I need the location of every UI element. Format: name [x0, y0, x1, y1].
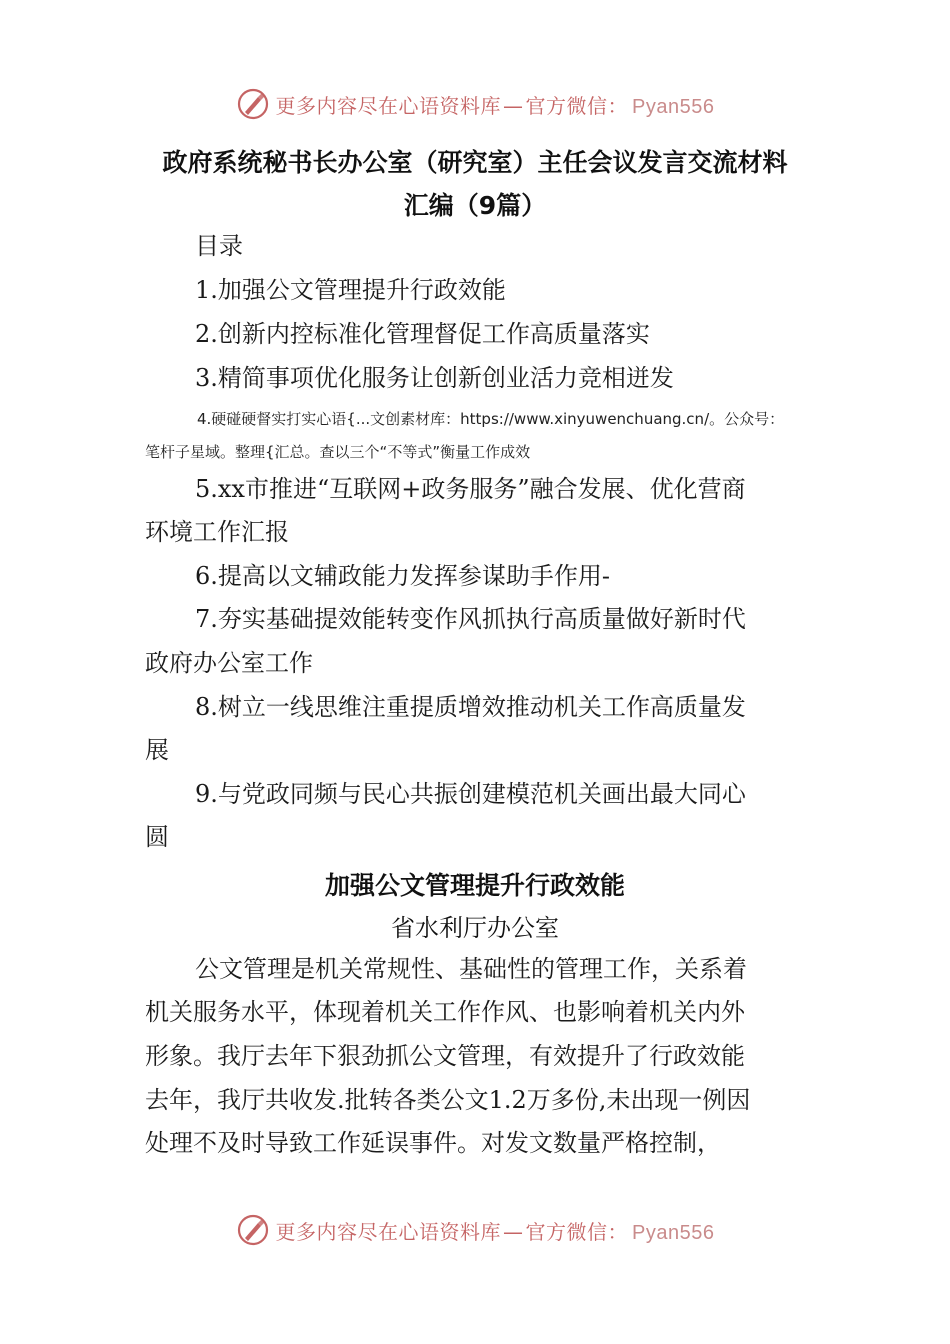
section-title: 加强公文管理提升行政效能 [324, 871, 625, 900]
pen-logo-icon [236, 1213, 270, 1247]
toc-item-9-line1: 9.与党政同频与民心共振创建模范机关画出最大同心 [195, 780, 746, 808]
toc-item-4-line2: 笔杆子星域。整理{汇总。查以三个“不等式”衡量工作成效 [145, 443, 531, 461]
toc-item-5-line2: 环境工作汇报 [145, 518, 289, 546]
toc-item-7-line2: 政府办公室工作 [145, 649, 313, 677]
toc-item-4-line1: 4.硬碰硬督实打实心语{...文创素材库：https://www.xinyuwenchuang.cn/。公众号： [197, 410, 785, 428]
toc-item-2: 2.创新内控标准化管理督促工作高质量落实 [195, 320, 650, 348]
pen-logo-icon [236, 87, 270, 121]
toc-item-5-line1: 5.xx市推进“互联网+政务服务”融合发展、优化营商 [195, 475, 746, 503]
banner-text: 更多内容尽在心语资料库 — 官方微信： Pyan556 [275, 93, 715, 118]
toc-item-8-line1: 8.树立一线思维注重提质增效推动机关工作高质量发 [195, 693, 746, 721]
paragraph-line-1: 公文管理是机关常规性、基础性的管理工作，关系着 [195, 955, 747, 983]
document-title-line1: 政府系统秘书长办公室（研究室）主任会议发言交流材料 [162, 148, 788, 177]
paragraph-line-5: 处理不及时导致工作延误事件。对发文数量严格控制， [145, 1129, 721, 1157]
toc-item-1: 1.加强公文管理提升行政效能 [195, 276, 506, 304]
footer-banner-text: 更多内容尽在心语资料库 — 官方微信： Pyan556 [275, 1219, 715, 1244]
paragraph-line-4: 去年，我厅共收发.批转各类公文1.2万多份,未出现一例因 [145, 1086, 751, 1114]
toc-item-6: 6.提高以文辅政能力发挥参谋助手作用- [195, 562, 611, 590]
toc-heading: 目录 [195, 232, 243, 260]
footer-banner [0, 1210, 950, 1250]
document-title-line2: 汇编（9篇） [403, 191, 547, 220]
toc-item-9-line2: 圆 [145, 823, 169, 851]
toc-item-7-line1: 7.夯实基础提效能转变作风抓执行高质量做好新时代 [195, 605, 746, 633]
paragraph-line-2: 机关服务水平，体现着机关工作作风、也影响着机关内外 [145, 998, 745, 1026]
paragraph-line-3: 形象。我厅去年下狠劲抓公文管理，有效提升了行政效能 [145, 1042, 745, 1070]
header-banner [0, 84, 950, 124]
toc-item-3: 3.精简事项优化服务让创新创业活力竞相迸发 [195, 364, 674, 392]
toc-item-8-line2: 展 [145, 736, 169, 764]
section-author: 省水利厅办公室 [391, 914, 559, 942]
